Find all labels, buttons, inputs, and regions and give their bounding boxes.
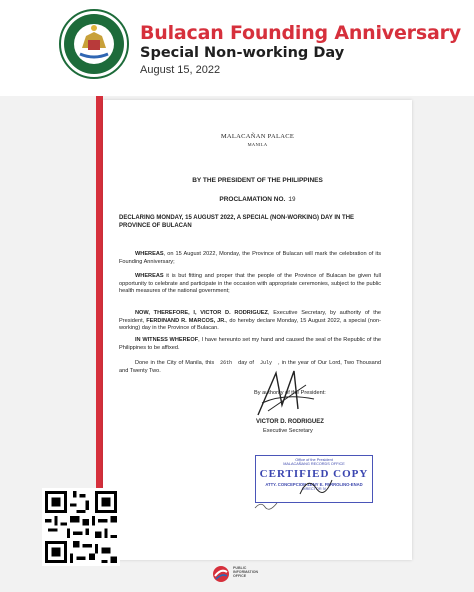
- paragraph-witness: IN WITNESS WHEREOF, I have hereunto set my hand and caused the seal of the Republic of the Philippines to be affixed.: [119, 337, 381, 351]
- signer-name: VICTOR D. RODRIGUEZ: [256, 419, 324, 425]
- header: [0, 0, 474, 96]
- palace-heading: MALACAÑAN PALACE: [220, 133, 295, 140]
- city-heading: MANILA: [247, 142, 268, 147]
- page-title: Bulacan Founding Anniversary: [140, 22, 461, 44]
- pio-wordmark: PUBLIC INFORMATION OFFICE: [233, 566, 259, 578]
- pio-logo-icon: [212, 565, 230, 583]
- paragraph-now-therefore: NOW, THEREFORE, I, VICTOR D. RODRIGUEZ, Executive Secretary, by authority of the President, FERDINAND R. MARCOS, JR., do hereby declare Monday, 15 August 2022, a special (non-working) day in the Province of Bulacan.: [119, 310, 381, 332]
- paragraph-whereas-2: WHEREAS it is but fitting and proper that the people of the Province of Bulacan be given full opportunity to celebrate and participate in the occasion with appropriate ceremonies, subject to the public health measures of the national government;: [119, 273, 381, 295]
- certified-copy-stamp: Office of the President MALACAÑANG RECORDS OFFICE CERTIFIED COPY ATTY. CONCEPCION ZENY E. FERROLINO-ENAD DIRECTOR IV: [255, 455, 373, 503]
- initials-mark: [253, 500, 283, 510]
- stamp-signature-mark: [296, 474, 336, 499]
- declaration-title: DECLARING MONDAY, 15 AUGUST 2022, A SPECIAL (NON-WORKING) DAY IN THE PROVINCE OF BULACAN: [119, 215, 355, 229]
- paragraph-whereas-1: WHEREAS, on 15 August 2022, Monday, the Province of Bulacan will mark the celebration of its Founding Anniversary;: [119, 251, 381, 265]
- qr-code[interactable]: [42, 488, 120, 566]
- proclamation-no-value: 19: [288, 196, 296, 203]
- proclamation-label: PROCLAMATION NO.: [219, 196, 286, 203]
- proclamation-document: [103, 100, 412, 560]
- event-date: August 15, 2022: [140, 64, 221, 76]
- page-subtitle: Special Non-working Day: [140, 45, 345, 61]
- by-authority-text: By authority of the President:: [254, 390, 326, 396]
- signer-role: Executive Secretary: [263, 428, 313, 434]
- by-president-heading: BY THE PRESIDENT OF THE PHILIPPINES: [192, 177, 323, 184]
- proclamation-number: [103, 196, 412, 203]
- paragraph-done: Done in the City of Manila, this 26th day of July , in the year of Our Lord, Two Thousand and Twenty Two.: [119, 360, 381, 374]
- bulacan-seal-logo: [58, 8, 130, 80]
